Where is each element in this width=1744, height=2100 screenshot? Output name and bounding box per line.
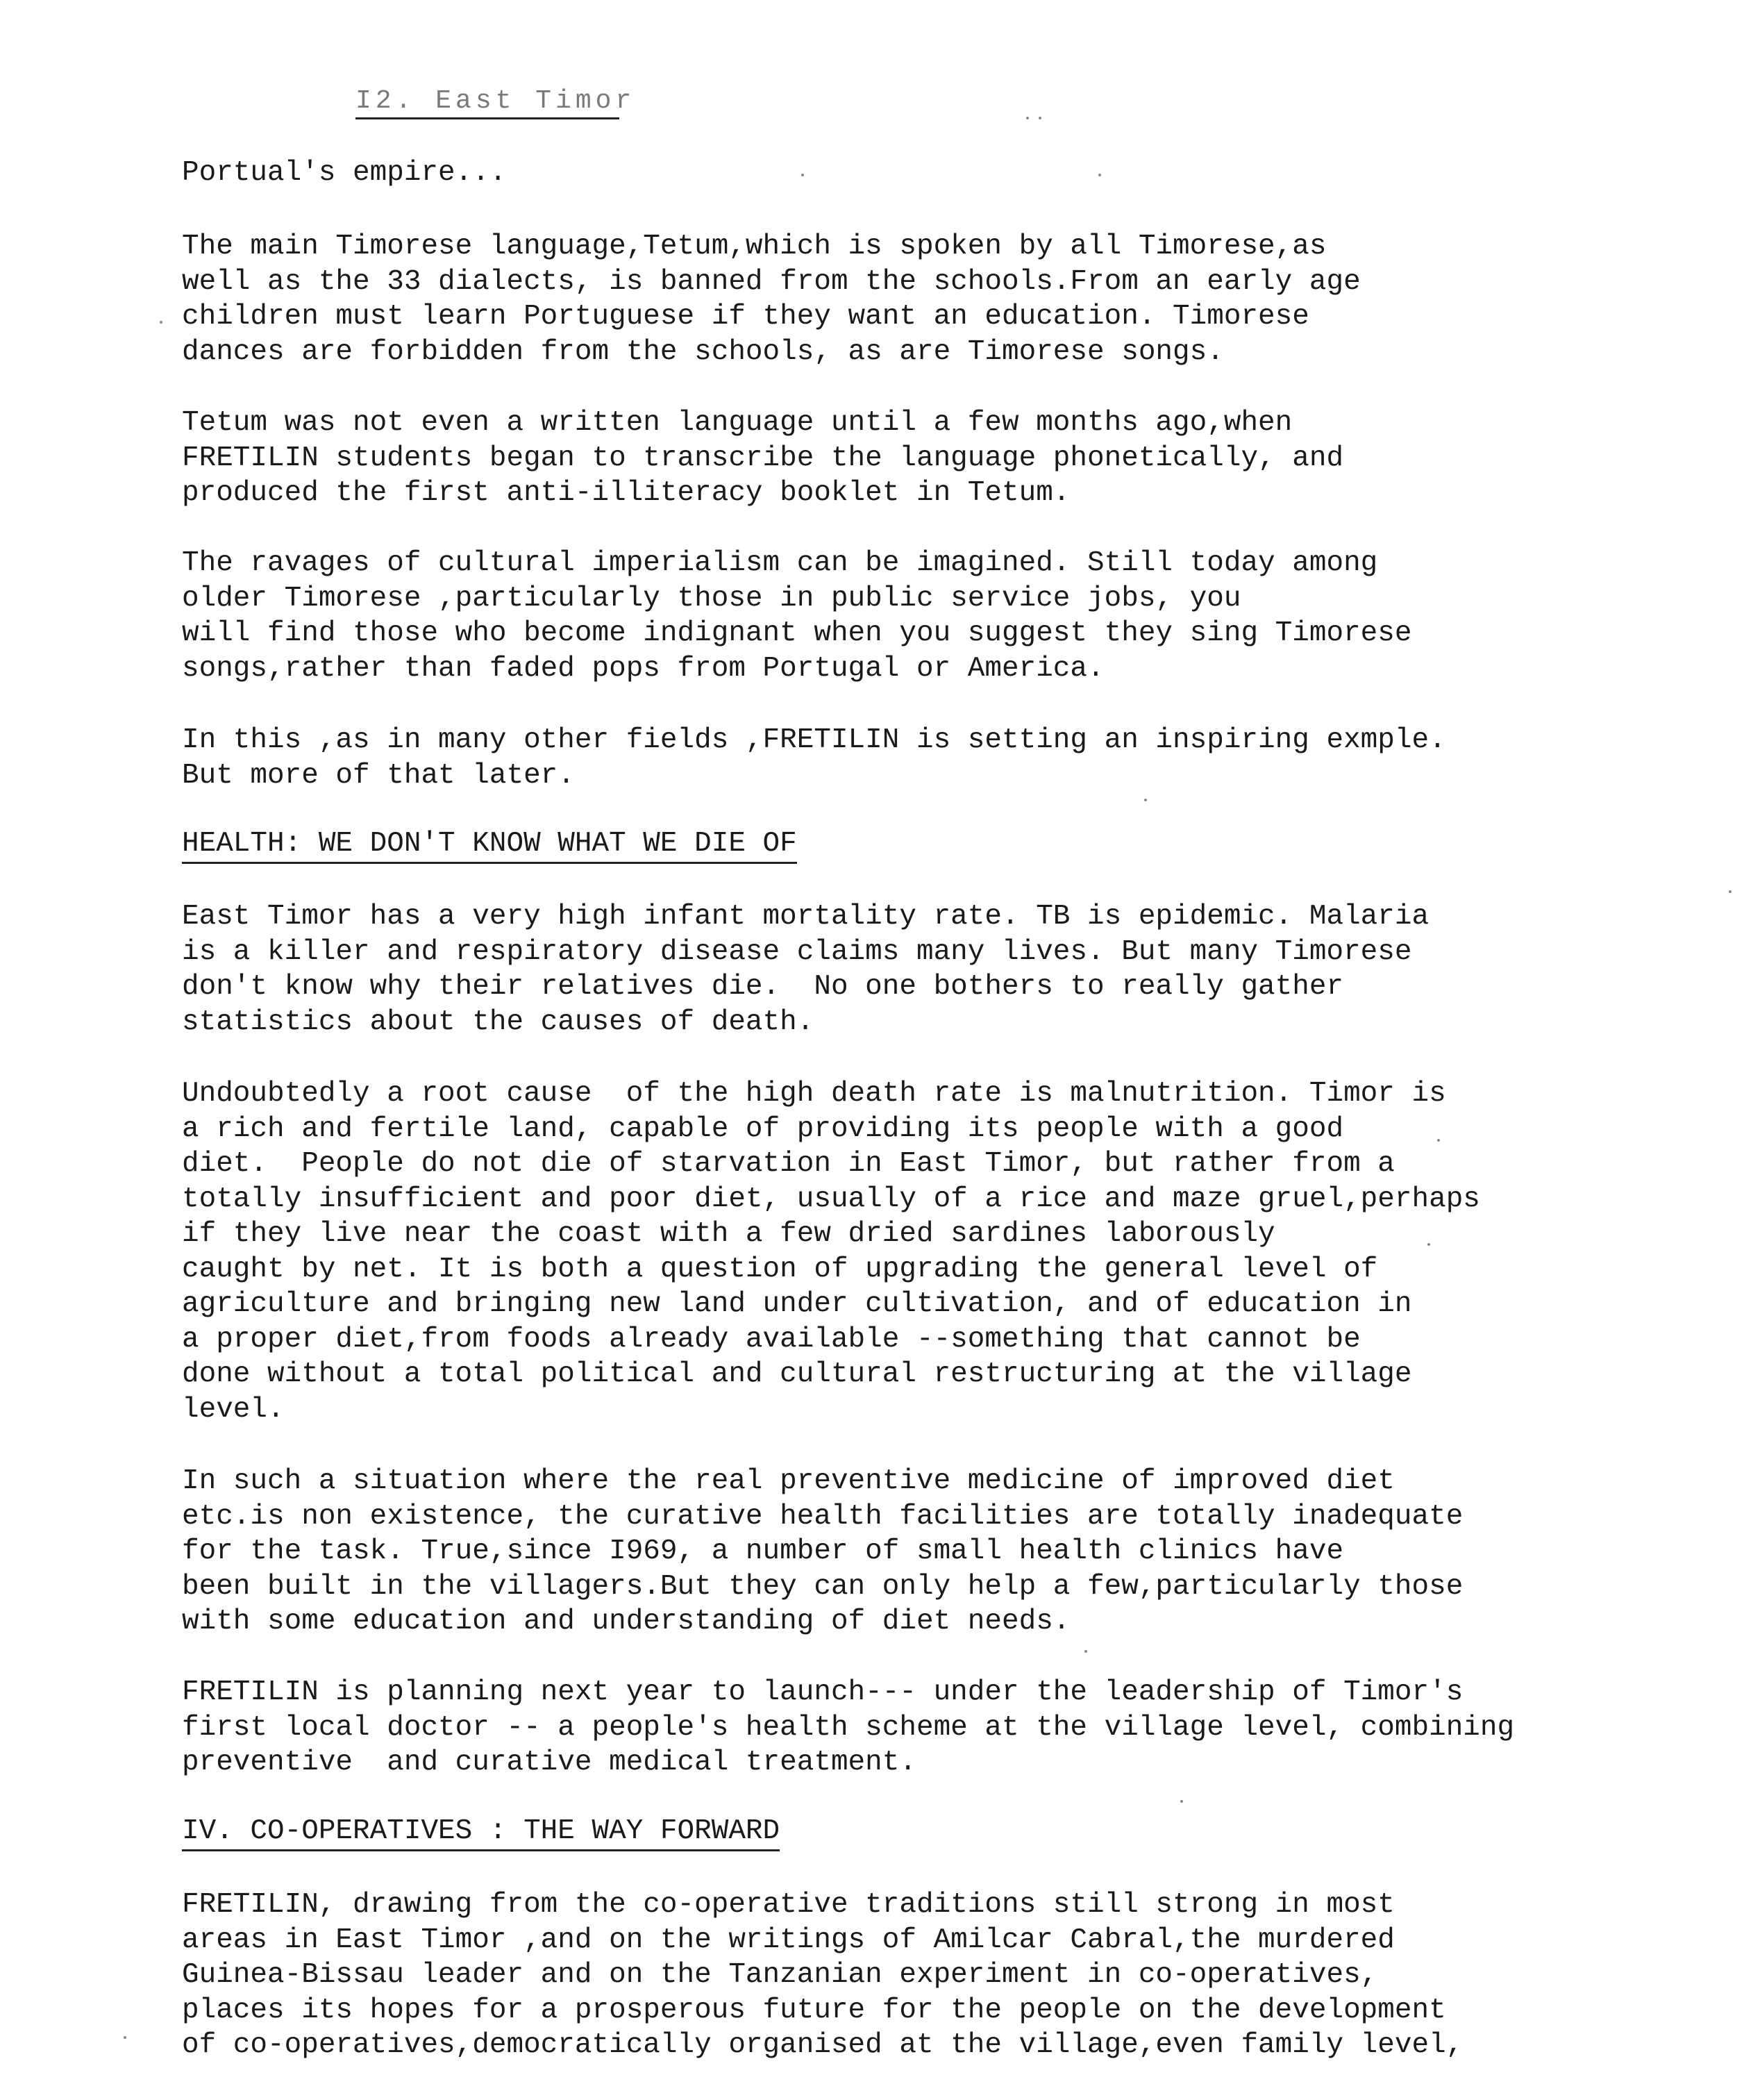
paragraph-tetum: Tetum was not even a written language until a few months ago,when FRETILIN students began to transcribe the language phonetically, and produced the first anti-illiteracy booklet in Tetum. (182, 407, 1344, 509)
paragraph-health-scheme: FRETILIN is planning next year to launch--- under the leadership of Timor's first local doctor -- a people's health scheme at the village level, combining preventive and curative medical treatment. (182, 1676, 1515, 1778)
scan-speck (1427, 1243, 1430, 1246)
paragraph-language: The main Timorese language,Tetum,which is spoken by all Timorese,as well as the 33 dialects, is banned from the schools.From an early age children must learn Portuguese if they want an education. Timorese dances are forbidden from the schools, as are Timorese songs. (182, 231, 1361, 368)
scan-speck (1084, 1650, 1087, 1653)
scan-speck (1026, 117, 1029, 119)
scan-speck (124, 2036, 126, 2039)
scan-speck (1180, 1800, 1183, 1803)
paragraph-mortality: East Timor has a very high infant mortality rate. TB is epidemic. Malaria is a killer and respiratory disease claims many lives. But many Timorese don't know why their relatives die. No one bothers to really gather statistics about the causes of death. (182, 901, 1429, 1038)
paragraph-fretilin-example: In this ,as in many other fields ,FRETILIN is setting an inspiring exmple. But more of that later. (182, 724, 1446, 792)
heading-health: HEALTH: WE DON'T KNOW WHAT WE DIE OF (182, 826, 797, 864)
paragraph-malnutrition: Undoubtedly a root cause of the high death rate is malnutrition. Timor is a rich and fertile land, capable of providing its people with a good diet. People do not die of starvation in East Timor, but rather from a totally insufficient and poor diet, usually of a rice and maze gruel,perhaps if they live near the coast with a few dried sardines laborously caught by net. It is both a question of upgrading the general level of agriculture and bringing new land under cultivation, and of education in a proper diet,from foods already available --something that cannot be done without a total political and cultural restructuring at the village level. (182, 1078, 1480, 1426)
paragraph-health-facilities: In such a situation where the real preventive medicine of improved diet etc.is non existence, the curative health facilities are totally inadequate for the task. True,since I969, a number of small health clinics have been built in the villagers.But they can only help a few,particularly those with some education and understanding of diet needs. (182, 1465, 1464, 1638)
scan-speck (1729, 890, 1732, 893)
scan-speck (1098, 174, 1101, 176)
paragraph-imperialism: The ravages of cultural imperialism can be imagined. Still today among older Timorese ,particularly those in public service jobs, you will find those who become indignant when you suggest they sing Timorese songs,rather than faded pops from Portugal or America. (182, 547, 1412, 685)
scan-speck (1144, 799, 1147, 801)
paragraph-cooperatives: FRETILIN, drawing from the co-operative traditions still strong in most areas in East Timor ,and on the writings of Amilcar Cabral,the murdered Guinea-Bissau leader and on the Tanzanian experiment in co-operatives, places its hopes for a prosperous future for the people on the development of co-operatives,democratically organised at the village,even family level, (182, 1889, 1464, 2061)
scan-speck (160, 321, 162, 324)
scan-speck (1039, 117, 1041, 119)
intro-line: Portual's empire... (182, 157, 507, 189)
scan-speck (1437, 1139, 1440, 1142)
page-header: I2. East Timor (355, 86, 619, 119)
scan-speck (801, 174, 804, 176)
heading-cooperatives: IV. CO-OPERATIVES : THE WAY FORWARD (182, 1814, 780, 1851)
